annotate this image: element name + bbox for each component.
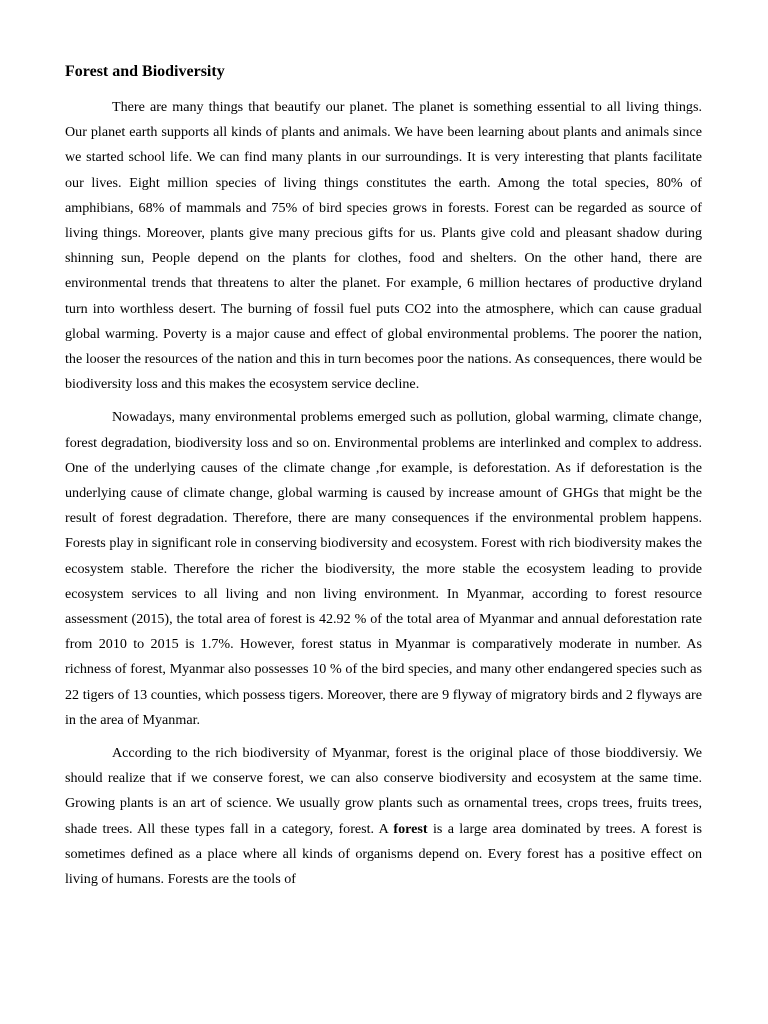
paragraph-text: Nowadays, many environmental problems emerged such as pollution, global warming, climate change, forest degradation, biodiversity loss and so on. Environmental problems are interlinked and complex to address. One of the underlying causes of the climate change ,for example, is deforestation. As if deforestation is the underlying cause of climate change, global warming is caused by increase amount of GHGs that might be the result of forest degradation. Therefore, there are many consequences if the environmental problem happens. Forests play in significant role in conserving biodiversity and ecosystem. Forest with rich biodiversity makes the ecosystem stable. Therefore the richer the biodiversity, the more stable the ecosystem leading to provide ecosystem services to all living and non living environment. In Myanmar, according to forest resource assessment (2015), the total area of forest is 42.92 % of the total area of Myanmar and annual deforestation rate from 2010 to 2015 is 1.7%. However, forest status in Myanmar is comparatively moderate in number. As richness of forest, Myanmar also possesses 10 % of the bird species, and many other endangered species such as 22 tigers of 13 counties, which possess tigers. Moreover, there are 9 flyway of migratory birds and 2 flyways are in the area of Myanmar. (65, 409, 702, 728)
document-page (65, 61, 702, 900)
paragraph-3 (65, 741, 702, 892)
paragraph-1 (65, 95, 702, 397)
paragraph-text: is a large area dominated by trees. A forest is sometimes defined as a place where all kinds of organisms depend on. Every forest has a positive effect on living of humans. Forests are the tools of (65, 820, 702, 888)
paragraph-2 (65, 405, 702, 733)
document-title: Forest and Biodiversity (65, 63, 225, 80)
paragraph-text: According to the rich biodiversity of Myanmar, forest is the original place of those bioddiversiy. We should realize that if we conserve forest, we can also conserve biodiversity and ecosystem at the same time. Growing plants is an art of science. We usually grow plants such as ornamental trees, crops trees, fruits trees, shade trees. All these types fall in a category, forest. A (65, 745, 702, 837)
bold-term-forest: forest (393, 820, 428, 837)
paragraph-text: There are many things that beautify our planet. The planet is something essential to all living things. Our planet earth supports all kinds of plants and animals. We have been learning about plants and animals since we started school life. We can find many plants in our surroundings. It is very interesting that plants facilitate our lives. Eight million species of living things constitutes the earth. Among the total species, 80% of amphibians, 68% of mammals and 75% of bird species grows in forests. Forest can be regarded as source of living things. Moreover, plants give many precious gifts for us. Plants give cold and pleasant shadow during shinning sun, People depend on the plants for clothes, food and shelters. On the other hand, there are environmental trends that threatens to alter the planet. For example, 6 million hectares of productive dryland turn into worthless desert. The burning of fossil fuel puts CO2 into the atmosphere, which can cause gradual global warming. Poverty is a major cause and effect of global environmental problems. The poorer the nation, the looser the resources of the nation and this in turn becomes poor the nations. As consequences, there would be biodiversity loss and this makes the ecosystem service decline. (65, 99, 702, 393)
